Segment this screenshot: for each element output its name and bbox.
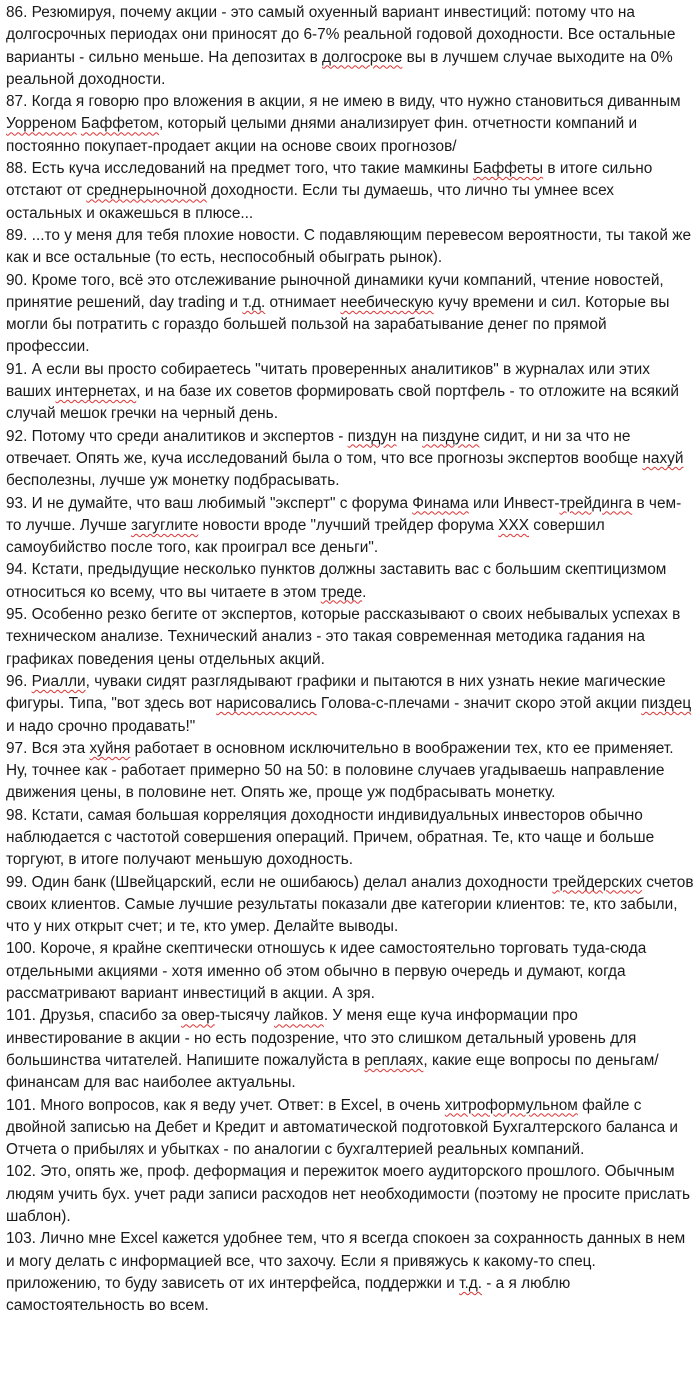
misspelled-word: Баффеты (472, 160, 544, 178)
paragraph (6, 1095, 694, 1162)
text-run: 100. Короче, я крайне скептически отношусь к идее самостоятельно торговать туда-сюда отдельными акциями - хотя именно об этом обычно в первую очередь и думают, когда рассматривают вариант инвестиций в акции. А зря. (6, 940, 647, 1003)
misspelled-word: Уорреном (6, 115, 77, 133)
text-run: 93. И не думайте, что ваш любимый "эксперт" с форума (6, 494, 413, 512)
text-run: 89. ...то у меня для тебя плохие новости. С подавляющим перевесом вероятности, ты такой же как и все остальные (то есть, неспособный обыграть рынок). (6, 226, 692, 267)
misspelled-word: интернетах (55, 383, 137, 401)
text-run: 102. Это, опять же, проф. деформация и пережиток моего аудиторского прошлого. Обычным людям учить бух. учет ради записи расходов нет необходимости (поэтому не просите прислать шаблон). (6, 1163, 690, 1226)
misspelled-word: хитроформульном (444, 1096, 578, 1114)
paragraph (6, 559, 694, 604)
paragraph (6, 1005, 694, 1094)
text-run: доходности. Если ты думаешь, что лично ты умнее всех остальных и окажешься в плюсе... (6, 182, 614, 222)
misspelled-word: реплаях (364, 1051, 424, 1069)
text-run: счетов своих клиентов. Самые лучшие результаты показали две категории клиентов: те, кто забыли, что у них открыт счет; и те, кто умер. Делайте выводы. (6, 873, 694, 936)
paragraph (6, 1161, 694, 1228)
text-run: Голова-с-плечами - значит скоро этой акции (316, 695, 642, 713)
text-run: 98. Кстати, самая большая корреляция доходности индивидуальных инвесторов обычно наблюдается с частотой совершения операций. Причем, обратная. Те, кто чаще и больше торгуют, в итоге получают меньшую доходность. (6, 806, 655, 869)
text-run: 95. Особенно резко бегите от экспертов, которые рассказывают о своих небывалых успехах в техническом анализе. Технический анализ - это такая современная методика гадания на графиках поведения цены отдельных акций. (6, 606, 681, 668)
text-run: 101. Много вопросов, как я веду учет. Ответ: в Excel, в очень (6, 1096, 445, 1114)
text-run: совершил самоубийство после того, как проиграл все деньги". (6, 516, 605, 557)
text-run: 88. Есть куча исследований на предмет того, что такие мамкины (6, 160, 473, 178)
paragraph (6, 426, 694, 493)
paragraph (6, 493, 694, 560)
text-run: 94. Кстати, предыдущие несколько пунктов должны заставить вас с большим скептицизмом относиться ко всему, что вы читаете в этом (6, 561, 667, 601)
misspelled-word: Баффетом (80, 115, 159, 133)
misspelled-word: хуйня (89, 739, 131, 757)
paragraph (6, 359, 694, 426)
text-run: сидит, и ни за что не отвечает. Опять же, куча исследований была о том, что все прогнозы экспертов вообще (6, 427, 643, 467)
text-run: 86. Резюмируя, почему акции - это самый охуенный вариант инвестиций: потому что на долгосрочных периодах они приносят до 6-7% реальной годовой доходности. Все остальные варианты - сильно меньше. На депозитах в (6, 4, 676, 66)
paragraph (6, 2, 694, 91)
paragraph (6, 938, 694, 1005)
text-run: , который целыми днями анализирует фин. отчетности компаний и постоянно покупает-продает акции на основе своих прогнозов/ (6, 115, 638, 155)
text-run: 99. Один банк (Швейцарский, если не ошибаюсь) делал анализ доходности (6, 873, 553, 891)
misspelled-word: среднерыночной (86, 182, 207, 200)
text-run: , и на базе их советов формировать свой портфель - то отложите на всякий случай мешок гречки на черный день. (6, 383, 679, 423)
misspelled-word: ХХХ (498, 516, 530, 534)
paragraph (6, 872, 694, 939)
misspelled-word: пиздец (641, 695, 692, 713)
text-run: на (396, 427, 423, 445)
text-run: или Инвест- (468, 494, 560, 512)
paragraph (6, 225, 694, 270)
text-run: 101. Друзья, спасибо за (6, 1007, 182, 1025)
paragraph (6, 738, 694, 805)
paragraph (6, 805, 694, 872)
text-run: новости вроде "лучший трейдер форума (198, 516, 499, 534)
text-run: работает в основном исключительно в воображении тех, кто ее применяет. Ну, точнее как - работает примерно 50 на 50: в половине случаев угадываешь направление движения цены, в половине нет. Опять же, проще уж подбрасывать монетку. (6, 739, 674, 802)
text-run: 87. Когда я говорю про вложения в акции, я не имею в виду, что нужно становиться диванным (6, 93, 681, 111)
misspelled-word: овер (181, 1007, 215, 1025)
text-run: отнимает (265, 293, 341, 311)
text-run: и надо срочно продавать!" (6, 717, 196, 735)
paragraph (6, 604, 694, 671)
text-run: , какие еще вопросы по деньгам/финансам для вас наиболее актуальны. (6, 1051, 659, 1092)
text-run: 90. Кроме того, всё это отслеживание рыночной динамики кучи компаний, чтение новостей, принятие решений, day trading и (6, 271, 664, 311)
text-run: бесполезны, лучше уж монетку подбрасывать. (6, 472, 340, 490)
text-run: в чем-то лучше. Лучше (6, 494, 682, 534)
text-run: - а я люблю самостоятельность во всем. (6, 1274, 571, 1315)
misspelled-word: трейдинга (559, 494, 633, 512)
misspelled-word: загуглите (131, 516, 199, 534)
paragraph (6, 671, 694, 738)
text-run: . (362, 583, 367, 601)
paragraph (6, 270, 694, 359)
misspelled-word: пиздуне (422, 427, 480, 445)
text-run: 97. Вся эта (6, 739, 90, 757)
misspelled-word: нарисовались (216, 695, 317, 713)
misspelled-word: нахуй (642, 449, 684, 467)
paragraph (6, 91, 694, 158)
paragraph (6, 1228, 694, 1317)
text-run: вы в лучшем случае выходите на 0% реальной доходности. (6, 48, 673, 88)
misspelled-word: Финама (412, 494, 469, 512)
text-run: кучу времени и сил. Которые вы могли бы потратить с гораздо большей пользой на зарабатывание денег по прямой профессии. (6, 293, 670, 356)
misspelled-word: лайков (274, 1007, 324, 1025)
misspelled-word: т.д. (459, 1274, 482, 1292)
misspelled-word: треде (320, 583, 363, 601)
misspelled-word: неебическую (340, 293, 434, 311)
misspelled-word: Риалли (31, 672, 86, 690)
text-run: 91. А если вы просто собираетесь "читать проверенных аналитиков" в журналах или этих ваших (6, 360, 650, 401)
text-run: файле с двойной записью на Дебет и Кредит и автоматической подготовкой Бухгалтерского баланса и Отчета о прибылях и убытках - по аналогии с бухгалтерией реальных компаний. (6, 1096, 679, 1159)
paragraph (6, 158, 694, 225)
text-run: 92. Потому что среди аналитиков и экспертов - (6, 427, 348, 445)
misspelled-word: т.д. (242, 293, 266, 311)
misspelled-word: пиздун (347, 427, 397, 445)
text-run: . У меня еще куча информации про инвестирование в акции - но есть подозрение, что это слишком детальный уровень для большинства читателей. Напишите пожалуйста в (6, 1007, 637, 1069)
text-run: в итоге сильно отстают от (6, 160, 653, 200)
misspelled-word: трейдерских (552, 873, 643, 891)
text-run: 103. Лично мне Excel кажется удобнее тем, что я всегда спокоен за сохранность данных в нем и могу делать с информацией все, что захочу. Если я привяжусь к какому-то спец. приложению, то буду зависеть от их интерфейса, поддержки и (6, 1230, 686, 1292)
misspelled-word: долгосроке (322, 48, 403, 66)
text-run: -тысячу (214, 1007, 275, 1025)
text-run: 96. (6, 672, 32, 690)
text-run: , чуваки сидят разглядывают графики и пытаются в них узнать некие магические фигуры. Типа, "вот здесь вот (6, 672, 666, 713)
